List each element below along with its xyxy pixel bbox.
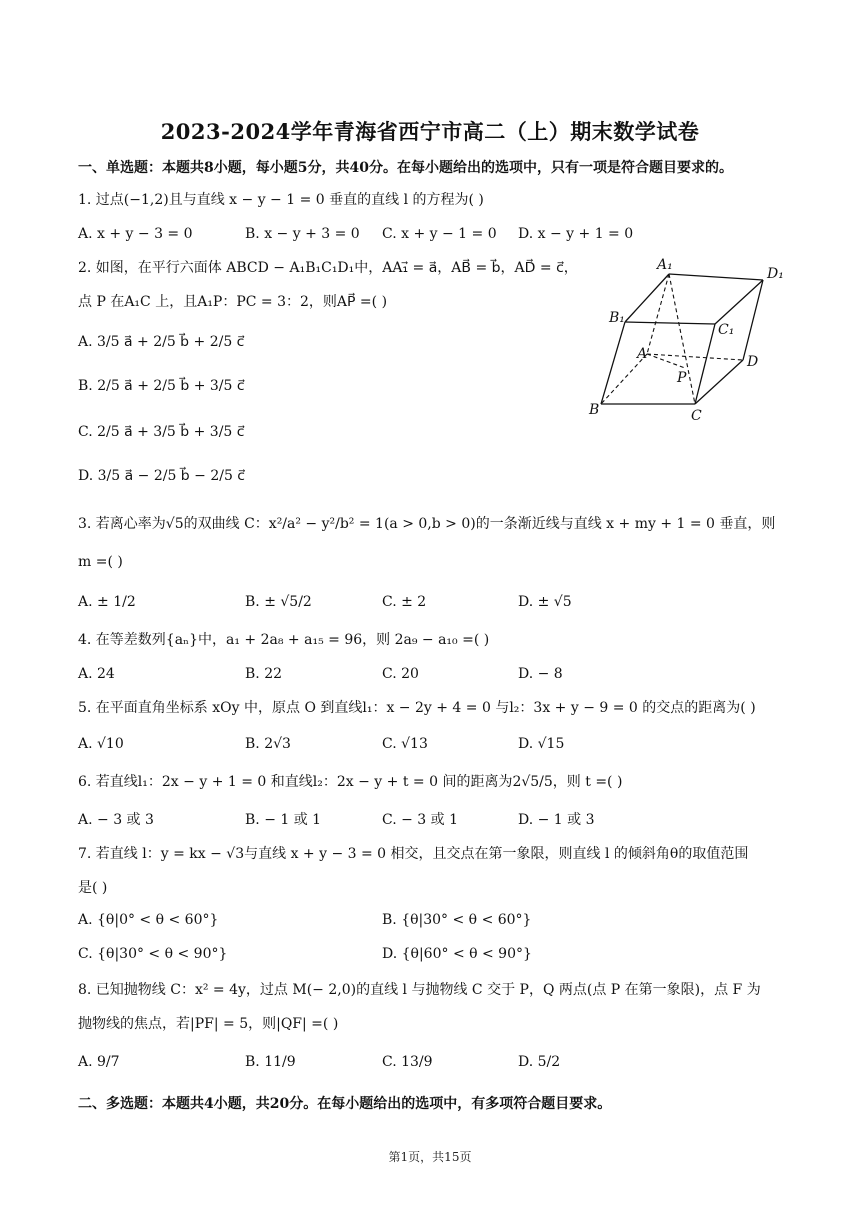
q4-option-b: B. 22 (245, 666, 283, 682)
q3-option-d: D. ± √5 (518, 594, 572, 610)
edge-c-d (695, 360, 743, 404)
q6-option-c: C. − 3 或 1 (382, 812, 459, 828)
question-2-stem-line2: 点 P 在A₁C 上，且A₁P：PC = 3：2，则AP⃗ =( ) (78, 294, 388, 310)
question-1-stem: 1. 过点(−1,2)且与直线 x − y − 1 = 0 垂直的直线 l 的方程为( ) (78, 192, 484, 208)
section-heading-multi-choice: 二、多选题：本题共4小题，共20分。在每小题给出的选项中，有多项符合题目要求。 (78, 1096, 612, 1112)
question-7-stem-line1: 7. 若直线 l：y = kx − √3与直线 x + y − 3 = 0 相交，且交点在第一象限，则直线 l 的倾斜角θ的取值范围 (78, 846, 749, 862)
label-a: A (637, 346, 648, 362)
q8-option-b: B. 11/9 (245, 1054, 296, 1070)
segment-a-p (647, 354, 685, 368)
q2-option-d: D. 3/5 a⃗ − 2/5 b⃗ − 2/5 c⃗ (78, 468, 245, 484)
label-d1: D₁ (767, 266, 784, 282)
question-8-stem-line1: 8. 已知抛物线 C：x² = 4y，过点 M(− 2,0)的直线 l 与抛物线 C 交于 P，Q 两点(点 P 在第一象限)，点 F 为 (78, 982, 761, 998)
q4-option-d: D. − 8 (518, 666, 563, 682)
q3-option-a: A. ± 1/2 (78, 594, 136, 610)
question-5-stem: 5. 在平面直角坐标系 xOy 中，原点 O 到直线l₁：x − 2y + 4 = 0 与l₂：3x + y − 9 = 0 的交点的距离为( ) (78, 700, 756, 716)
q8-option-c: C. 13/9 (382, 1054, 433, 1070)
edge-c1-c (695, 324, 715, 404)
question-7-stem-line2: 是( ) (78, 880, 108, 896)
q2-option-a: A. 3/5 a⃗ + 2/5 b⃗ + 2/5 c⃗ (78, 334, 245, 350)
q7-option-d: D. {θ|60° < θ < 90°} (382, 946, 532, 962)
q7-option-a: A. {θ|0° < θ < 60°} (78, 912, 219, 928)
question-6-stem: 6. 若直线l₁：2x − y + 1 = 0 和直线l₂：2x − y + t = 0 间的距离为2√5/5，则 t =( ) (78, 774, 623, 790)
q8-option-a: A. 9/7 (78, 1054, 120, 1070)
label-a1: A₁ (657, 257, 673, 273)
page-title: 2023-2024学年青海省西宁市高二（上）期末数学试卷 (160, 119, 700, 144)
label-b: B (589, 402, 600, 418)
q4-option-c: C. 20 (382, 666, 419, 682)
q2-option-c: C. 2/5 a⃗ + 3/5 b⃗ + 3/5 c⃗ (78, 424, 245, 440)
q5-option-a: A. √10 (78, 736, 124, 752)
q1-option-b: B. x − y + 3 = 0 (245, 226, 360, 242)
q2-option-b: B. 2/5 a⃗ + 2/5 b⃗ + 3/5 c⃗ (78, 378, 245, 394)
q5-option-c: C. √13 (382, 736, 428, 752)
q3-option-b: B. ± √5/2 (245, 594, 312, 610)
label-b1: B₁ (609, 310, 625, 326)
edge-a1-d1 (669, 274, 763, 280)
q1-option-a: A. x + y − 3 = 0 (78, 226, 193, 242)
q3-option-c: C. ± 2 (382, 594, 427, 610)
q6-option-b: B. − 1 或 1 (245, 812, 322, 828)
q1-option-d: D. x − y + 1 = 0 (518, 226, 634, 242)
question-3-stem-line1: 3. 若离心率为√5的双曲线 C：x²/a² − y²/b² = 1(a > 0,b > 0)的一条渐近线与直线 x + my + 1 = 0 垂直，则 (78, 516, 776, 532)
label-p: P (677, 370, 687, 386)
question-8-stem-line2: 抛物线的焦点，若|PF| = 5，则|QF| =( ) (78, 1016, 339, 1032)
q7-option-b: B. {θ|30° < θ < 60°} (382, 912, 532, 928)
question-3-stem-line2: m =( ) (78, 554, 123, 570)
q5-option-b: B. 2√3 (245, 736, 291, 752)
q7-option-c: C. {θ|30° < θ < 90°} (78, 946, 228, 962)
question-4-stem: 4. 在等差数列{aₙ}中，a₁ + 2a₈ + a₁₅ = 96，则 2a₉ − a₁₀ =( ) (78, 632, 490, 648)
q1-option-c: C. x + y − 1 = 0 (382, 226, 497, 242)
q8-option-d: D. 5/2 (518, 1054, 561, 1070)
edge-d1-c1 (715, 280, 763, 324)
edge-d1-d (743, 280, 763, 360)
section-heading-single-choice: 一、单选题：本题共8小题，每小题5分，共40分。在每小题给出的选项中，只有一项是符合题目要求的。 (78, 160, 733, 176)
question-2-stem-line1: 2. 如图，在平行六面体 ABCD − A₁B₁C₁D₁中，AA₁⃗ = a⃗，AB⃗ = b⃗，AD⃗ = c⃗， (78, 260, 578, 276)
q4-option-a: A. 24 (78, 666, 115, 682)
label-c1: C₁ (718, 322, 735, 338)
parallelepiped-figure (585, 256, 795, 426)
q5-option-d: D. √15 (518, 736, 565, 752)
label-c: C (691, 408, 702, 424)
q6-option-a: A. − 3 或 3 (78, 812, 154, 828)
label-d: D (747, 354, 759, 370)
page-footer: 第1页，共15页 (388, 1150, 472, 1164)
q6-option-d: D. − 1 或 3 (518, 812, 595, 828)
edge-b1-c1 (625, 322, 715, 324)
